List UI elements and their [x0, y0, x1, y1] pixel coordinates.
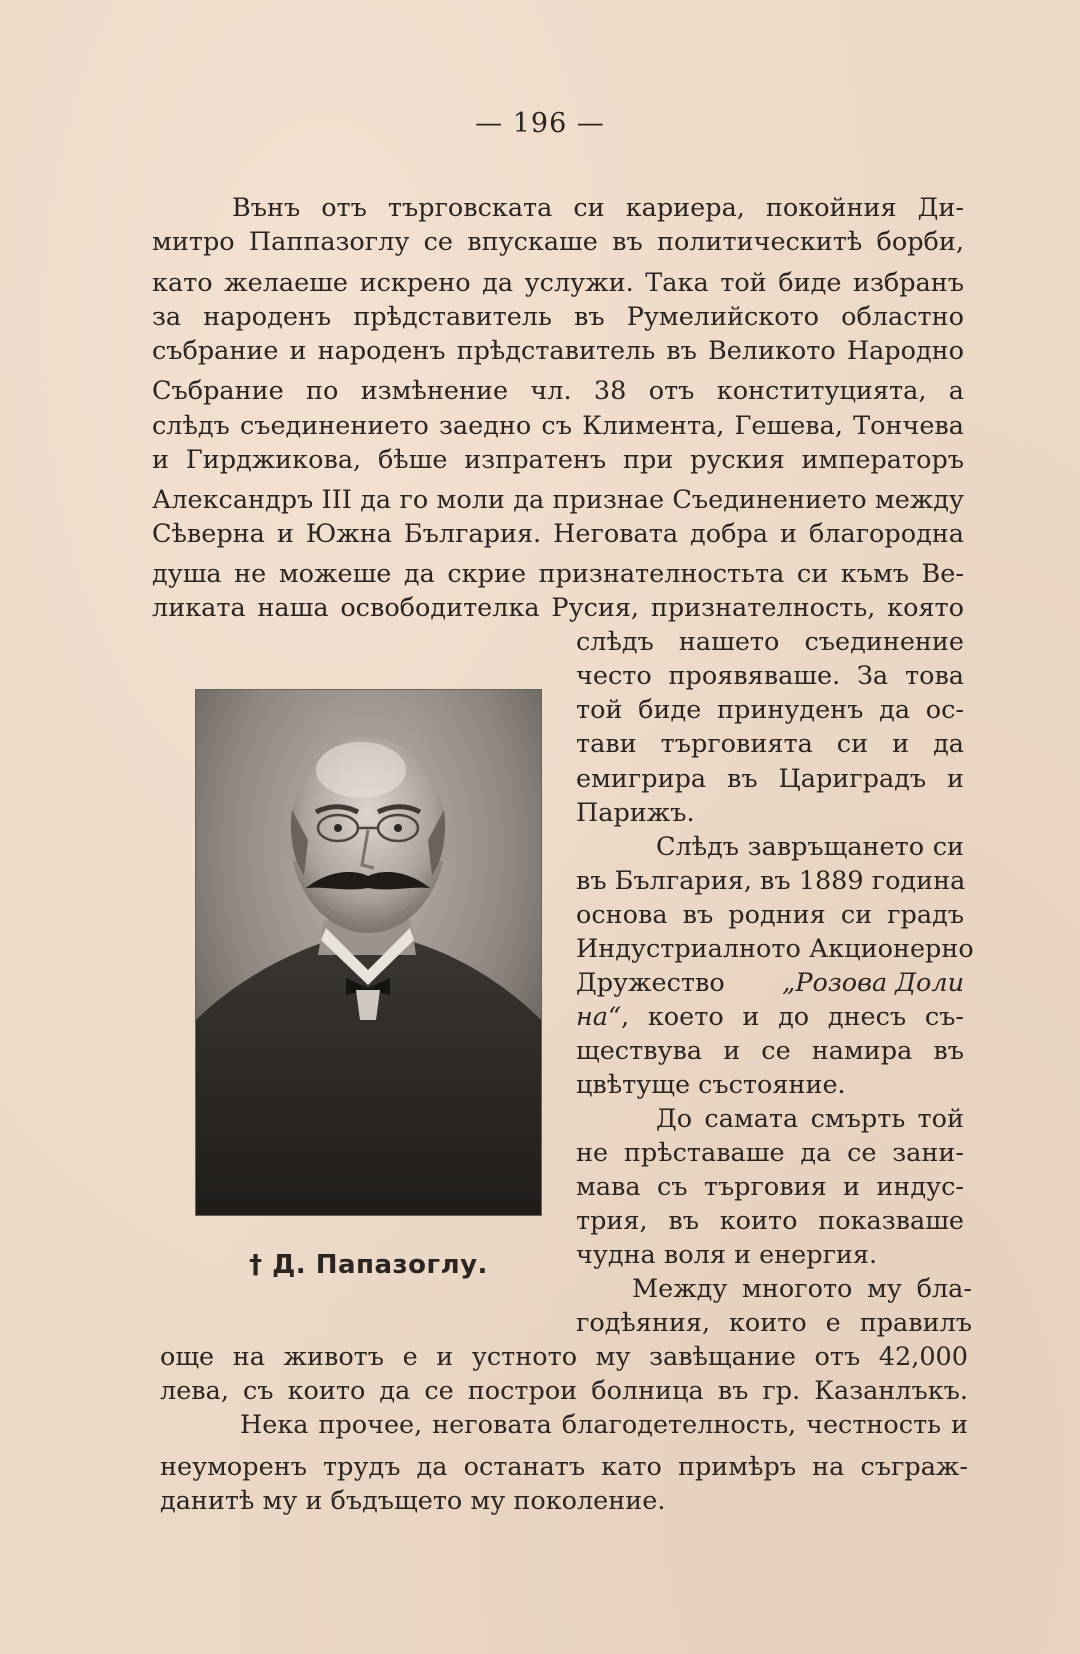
text-line: не прѣставаше да се зани- [576, 1138, 964, 1168]
text-line: Вънъ отъ търговската си кариера, покойния Ди- [232, 193, 964, 223]
page-number: — 196 — [475, 108, 605, 139]
text-fragment-italic: „Розова Доли [782, 968, 964, 998]
text-line: Слѣдъ завръщането си [656, 832, 964, 862]
text-line: Събрание по измѣнение чл. 38 отъ конституцията, а [152, 376, 964, 406]
text-line [576, 1001, 964, 1033]
text-line: душа не можеше да скрие признателностьта си къмъ Ве- [152, 559, 964, 589]
text-line: неуморенъ трудъ да останатъ като примѣръ на съграж- [160, 1452, 968, 1482]
text-line: слѣдъ съединението заедно съ Климента, Гешева, Тончева [152, 411, 964, 441]
text-line: често проявяваше. За това [576, 661, 964, 691]
text-line: емигрира въ Цариградъ и [576, 764, 964, 794]
text-line: основа въ родния си градъ [576, 900, 964, 930]
portrait-caption: † Д. Папазоглу. [249, 1250, 488, 1280]
text-line: митро Паппазоглу се впускаше въ политическитѣ борби, [152, 227, 964, 257]
text-line: ликата наша освободителка Русия, признателность, която [152, 593, 964, 623]
text-fragment: Дружество [576, 968, 725, 998]
text-line: цвѣтуще състояние. [576, 1070, 846, 1100]
text-line: До самата смърть той [656, 1104, 964, 1134]
text-line: чудна воля и енергия. [576, 1240, 878, 1270]
text-line: тави търговията си и да [576, 729, 964, 759]
text-line: трия, въ които показваше [576, 1206, 964, 1236]
text-line: Александръ III да го моли да признае Съединението между [152, 485, 964, 515]
text-line: слѣдъ нашето съединение [576, 627, 964, 657]
text-line: годѣяния, които е правилъ [576, 1308, 972, 1338]
text-line: въ България, въ 1889 година [576, 866, 966, 896]
text-line: Парижъ. [576, 798, 695, 828]
text-line: ществува и се намира въ [576, 1036, 964, 1066]
text-line: и Гирджикова, бѣше изпратенъ при руския императоръ [152, 445, 964, 475]
text-line: той биде принуденъ да ос- [576, 695, 964, 725]
text-line: още на животъ е и устното му завѣщание отъ 42,000 [160, 1342, 968, 1372]
text-line: данитѣ му и бъдъщето му поколение. [160, 1486, 666, 1516]
portrait-photo [196, 690, 541, 1215]
text-line [576, 967, 964, 999]
text-fragment: , което и до днесъ съ- [621, 1002, 964, 1032]
text-line: като желаеше искрено да услужи. Така той биде избранъ [152, 268, 964, 298]
text-line: Нека прочее, неговата благодетелность, честность и [240, 1410, 968, 1440]
text-line: Сѣверна и Южна България. Неговата добра и благородна [152, 519, 964, 549]
text-line: за народенъ прѣдставитель въ Румелийското областно [152, 302, 964, 332]
text-fragment-italic: на“ [576, 1002, 622, 1032]
text-line: събрание и народенъ прѣдставитель въ Великото Народно [152, 336, 964, 366]
text-line: Между многото му бла- [632, 1274, 972, 1304]
text-line: мава съ търговия и индус- [576, 1172, 964, 1202]
portrait-illustration [196, 690, 541, 1215]
text-line: Индустриалното Акционерно [576, 934, 974, 964]
text-line: лева, съ които да се построи болница въ гр. Казанлъкъ. [160, 1376, 968, 1406]
